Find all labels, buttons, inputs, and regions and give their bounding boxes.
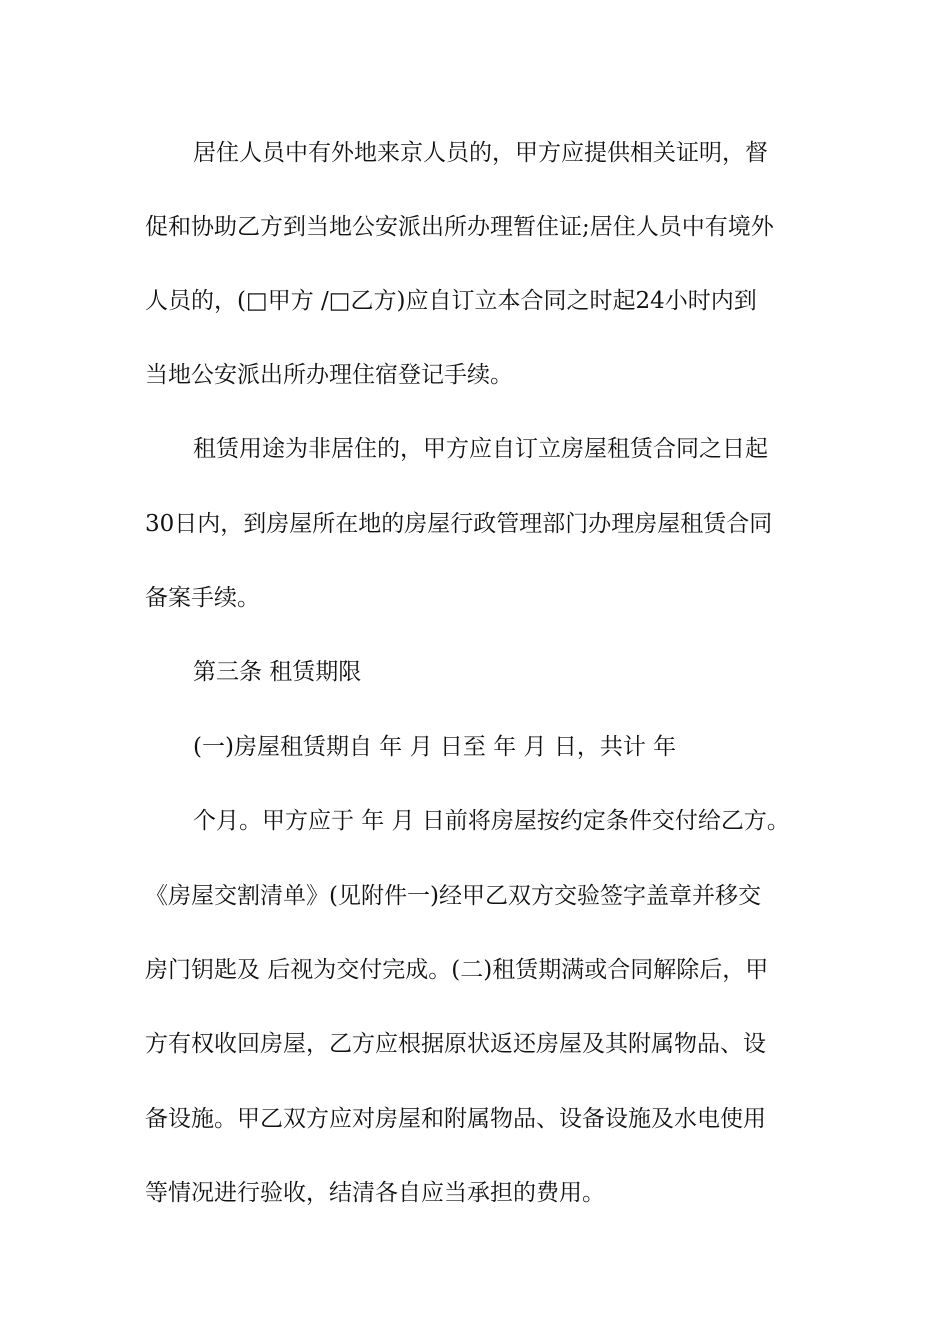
section-heading: 第三条 租赁期限 xyxy=(193,659,362,685)
paragraph-line: 个月。甲方应于 年 月 日前将房屋按约定条件交付给乙方。 xyxy=(193,808,790,834)
paragraph-line: 当地公安派出所办理住宿登记手续。 xyxy=(145,362,513,388)
paragraph-line: 居住人员中有外地来京人员的，甲方应提供相关证明，督 xyxy=(193,140,768,166)
paragraph-line: (一)房屋租赁期自 年 月 日至 年 月 日，共计 年 xyxy=(193,734,677,760)
paragraph-line: 促和协助乙方到当地公安派出所办理暂住证;居住人员中有境外 xyxy=(145,214,774,240)
paragraph-line: 备案手续。 xyxy=(145,585,260,611)
paragraph-line: 人员的，(□甲方 /□乙方)应自订立本合同之时起24小时内到 xyxy=(145,288,757,314)
paragraph-line: 备设施。甲乙双方应对房屋和附属物品、设备设施及水电使用 xyxy=(145,1106,766,1132)
paragraph-line: 等情况进行验收，结清各自应当承担的费用。 xyxy=(145,1180,605,1206)
paragraph-line: 《房屋交割清单》(见附件一)经甲乙双方交验签字盖章并移交 xyxy=(145,883,761,909)
paragraph-line: 30日内，到房屋所在地的房屋行政管理部门办理房屋租赁合同 xyxy=(145,511,773,537)
paragraph-line: 租赁用途为非居住的，甲方应自订立房屋租赁合同之日起 xyxy=(193,436,768,462)
paragraph-line: 房门钥匙及 后视为交付完成。(二)租赁期满或合同解除后，甲 xyxy=(145,957,769,983)
paragraph-line: 方有权收回房屋，乙方应根据原状返还房屋及其附属物品、设 xyxy=(145,1031,766,1057)
